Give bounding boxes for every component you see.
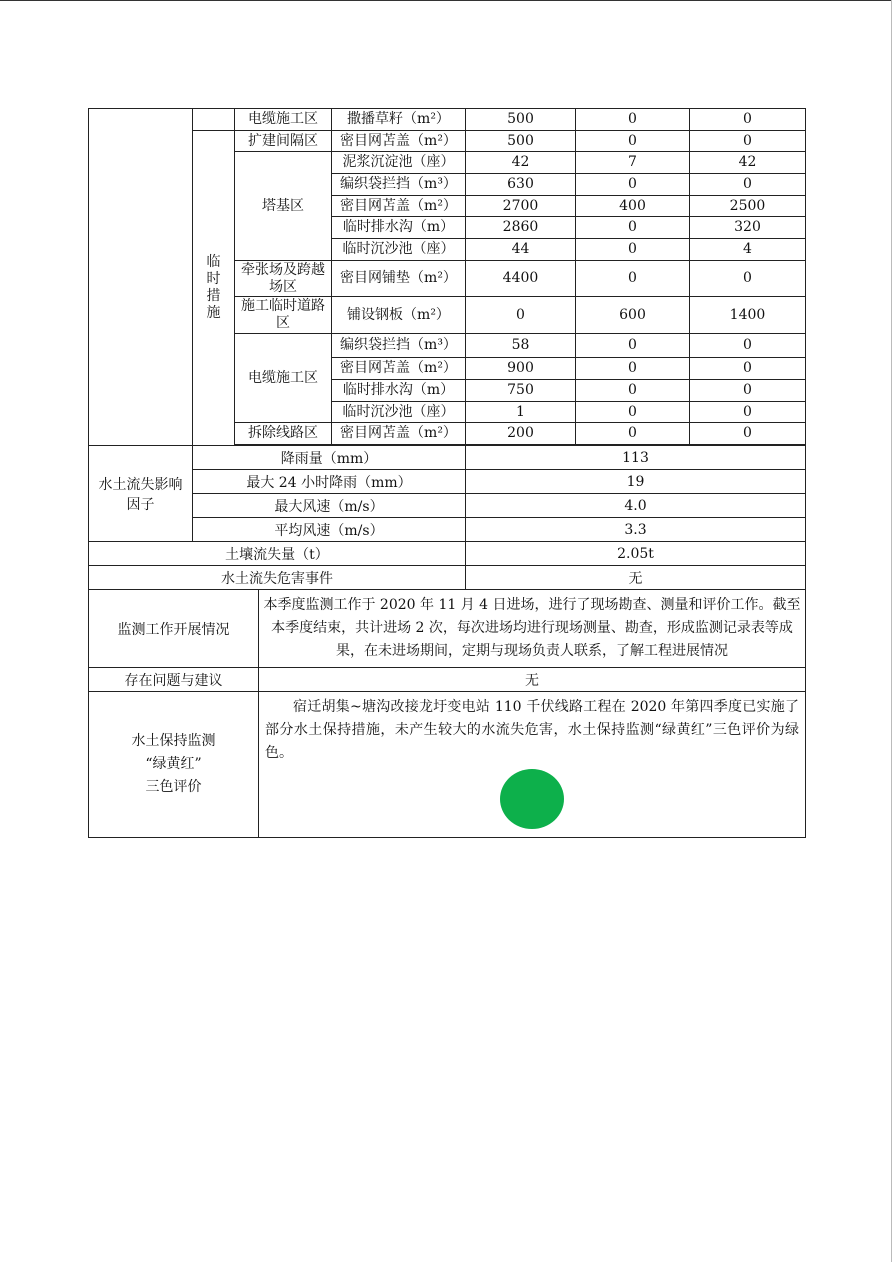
current-quantity-cell: 0 xyxy=(576,261,690,297)
temporary-measures-label xyxy=(193,131,235,446)
design-quantity-cell: 58 xyxy=(466,334,576,358)
cumulative-quantity-cell: 320 xyxy=(690,217,806,239)
measure-cell: 密目网苫盖（m²） xyxy=(332,423,466,445)
factor-name: 最大风速（m/s） xyxy=(193,494,466,518)
factor-value: 113 xyxy=(466,446,806,470)
evaluation-text: 宿迁胡集~塘沟改接龙圩变电站 110 千伏线路工程在 2020 年第四季度已实施了部分水土保持措施，未产生较大的水流失危害，水土保持监测“绿黄红”三色评价为绿色。 xyxy=(265,699,799,761)
design-quantity-cell: 2700 xyxy=(466,196,576,217)
current-quantity-cell: 0 xyxy=(576,109,690,131)
soil-loss-value: 2.05t xyxy=(466,542,806,566)
current-quantity-cell: 0 xyxy=(576,239,690,261)
evaluation-row xyxy=(89,692,806,838)
soil-loss-row xyxy=(89,542,806,566)
table-row xyxy=(89,109,806,131)
green-rating-dot xyxy=(500,769,564,829)
factor-value: 4.0 xyxy=(466,494,806,518)
issues-row xyxy=(89,668,806,692)
measure-cell: 编织袋拦挡（m³） xyxy=(332,334,466,358)
design-quantity-cell: 200 xyxy=(466,423,576,445)
design-quantity-cell: 4400 xyxy=(466,261,576,297)
current-quantity-cell: 400 xyxy=(576,196,690,217)
cumulative-quantity-cell: 0 xyxy=(690,261,806,297)
factor-row xyxy=(89,494,806,518)
design-quantity-cell: 42 xyxy=(466,152,576,174)
category-char: 临 xyxy=(206,253,221,270)
current-quantity-cell: 7 xyxy=(576,152,690,174)
hazard-value: 无 xyxy=(466,566,806,590)
design-quantity-cell: 500 xyxy=(466,131,576,152)
evaluation-label-line: 水土保持监测 xyxy=(131,733,216,749)
factor-name: 降雨量（mm） xyxy=(193,446,466,470)
evaluation-content xyxy=(259,692,806,838)
measure-cell: 密目网铺垫（m²） xyxy=(332,261,466,297)
monitoring-row xyxy=(89,590,806,668)
hazard-row xyxy=(89,566,806,590)
monitoring-text: 本季度监测工作于 2020 年 11 月 4 日进场，进行了现场勘查、测量和评价工作。截至本季度结束，共计进场 2 次，每次进场均进行现场测量、勘查，形成监测记录表等成果，在未进场期间，定期与现场负责人联系，了解工程进展情况 xyxy=(259,590,806,668)
factor-row xyxy=(89,470,806,494)
measure-cell: 密目网苫盖（m²） xyxy=(332,196,466,217)
zone-cell: 电缆施工区 xyxy=(235,334,332,423)
issues-label: 存在问题与建议 xyxy=(89,668,259,692)
design-quantity-cell: 900 xyxy=(466,358,576,380)
measure-cell: 密目网苫盖（m²） xyxy=(332,131,466,152)
design-quantity-cell: 44 xyxy=(466,239,576,261)
evaluation-label-line: 三色评价 xyxy=(145,779,202,795)
cumulative-quantity-cell: 0 xyxy=(690,402,806,423)
hazard-label: 水土流失危害事件 xyxy=(89,566,466,590)
category-char: 措 xyxy=(206,287,221,304)
soil-loss-label: 土壤流失量（t） xyxy=(89,542,466,566)
design-quantity-cell: 0 xyxy=(466,297,576,334)
cumulative-quantity-cell: 0 xyxy=(690,423,806,445)
measure-cell: 临时排水沟（m） xyxy=(332,380,466,402)
current-quantity-cell: 0 xyxy=(576,380,690,402)
current-quantity-cell: 0 xyxy=(576,423,690,445)
cumulative-quantity-cell: 2500 xyxy=(690,196,806,217)
cumulative-quantity-cell: 0 xyxy=(690,358,806,380)
design-quantity-cell: 750 xyxy=(466,380,576,402)
table-row xyxy=(89,131,806,152)
cumulative-quantity-cell: 0 xyxy=(690,131,806,152)
zone-cell: 施工临时道路区 xyxy=(235,297,332,334)
current-quantity-cell: 600 xyxy=(576,297,690,334)
cumulative-quantity-cell: 4 xyxy=(690,239,806,261)
measure-cell: 临时排水沟（m） xyxy=(332,217,466,239)
monitoring-label: 监测工作开展情况 xyxy=(89,590,259,668)
factor-value: 19 xyxy=(466,470,806,494)
category-char: 施 xyxy=(206,304,221,321)
factor-row xyxy=(89,518,806,542)
temporary-measures-text xyxy=(195,254,232,322)
factors-label-text: 水土流失影响因子 xyxy=(98,476,183,513)
design-quantity-cell: 2860 xyxy=(466,217,576,239)
design-quantity-cell: 630 xyxy=(466,174,576,196)
evaluation-label xyxy=(89,692,259,838)
measure-cell: 撒播草籽（m²） xyxy=(332,109,466,131)
measure-cell: 临时沉沙池（座） xyxy=(332,239,466,261)
factor-name: 最大 24 小时降雨（mm） xyxy=(193,470,466,494)
current-quantity-cell: 0 xyxy=(576,402,690,423)
measure-cell: 泥浆沉淀池（座） xyxy=(332,152,466,174)
blank-subcategory-cell xyxy=(193,109,235,131)
current-quantity-cell: 0 xyxy=(576,334,690,358)
factor-name: 平均风速（m/s） xyxy=(193,518,466,542)
cumulative-quantity-cell: 0 xyxy=(690,174,806,196)
category-char: 时 xyxy=(206,270,221,287)
page-top-rule xyxy=(0,0,892,1)
current-quantity-cell: 0 xyxy=(576,358,690,380)
factor-value: 3.3 xyxy=(466,518,806,542)
cumulative-quantity-cell: 0 xyxy=(690,380,806,402)
zone-cell: 牵张场及跨越场区 xyxy=(235,261,332,297)
summary-table xyxy=(88,445,806,838)
factor-row xyxy=(89,446,806,470)
design-quantity-cell: 500 xyxy=(466,109,576,131)
measure-cell: 铺设钢板（m²） xyxy=(332,297,466,334)
evaluation-label-line: “绿黄红” xyxy=(145,756,202,772)
blank-category-cell xyxy=(89,109,193,446)
zone-cell: 电缆施工区 xyxy=(235,109,332,131)
cumulative-quantity-cell: 0 xyxy=(690,334,806,358)
current-quantity-cell: 0 xyxy=(576,217,690,239)
zone-cell: 拆除线路区 xyxy=(235,423,332,445)
factors-label xyxy=(89,446,193,542)
measure-cell: 密目网苫盖（m²） xyxy=(332,358,466,380)
cumulative-quantity-cell: 42 xyxy=(690,152,806,174)
design-quantity-cell: 1 xyxy=(466,402,576,423)
measure-cell: 编织袋拦挡（m³） xyxy=(332,174,466,196)
cumulative-quantity-cell: 1400 xyxy=(690,297,806,334)
measures-table xyxy=(88,108,806,446)
zone-cell: 塔基区 xyxy=(235,152,332,261)
current-quantity-cell: 0 xyxy=(576,174,690,196)
current-quantity-cell: 0 xyxy=(576,131,690,152)
issues-value: 无 xyxy=(259,668,806,692)
zone-cell: 扩建间隔区 xyxy=(235,131,332,152)
cumulative-quantity-cell: 0 xyxy=(690,109,806,131)
measure-cell: 临时沉沙池（座） xyxy=(332,402,466,423)
